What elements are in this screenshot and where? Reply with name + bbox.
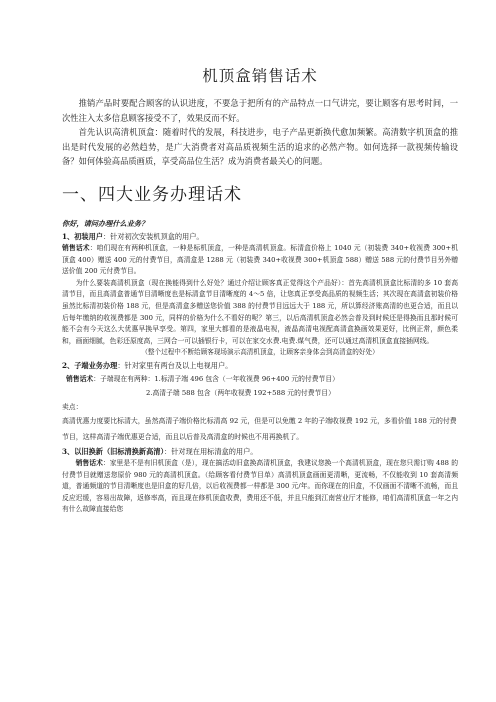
- item2-option-2: 2.高清子端 588 包含（两年收视费 192+588 元的付费节目）: [146, 388, 335, 397]
- item1-script-text: ：咱们现在有两种机顶盒，一种是标机顶盒，一种是高清机顶盒。标清盒价格上 1040 元（初装费 340+收视费 300+机顶盒 400）赠送 400 元的付费节目，高清盒是 1288 元（初装费 340+收视费 300+机顶盒 588）赠送 588 元的付费节目另外赠送价值 200 元付费节目。: [62, 243, 459, 276]
- item2-heading-desc: ：针对家里有两台及以上电视用户。: [117, 360, 233, 370]
- item2-heading: [62, 359, 458, 372]
- item2-script-text: ：子端现在有两种：1.标清子端 496 包含（一年收视费 96+400 元的付费节目）: [93, 374, 339, 383]
- item2-selling-label: 卖点：: [62, 402, 83, 411]
- lead-question: 你好，请问办理什么业务？: [62, 218, 149, 228]
- item1-heading-desc: ：针对初次安装机顶盒的用户。: [102, 231, 204, 241]
- item1-note: （整个过程中不断给顾客现场演示高清机顶盒，让顾客亲身体会到高清盒的好处）: [141, 348, 379, 357]
- item1-script-label: 销售话术: [62, 243, 90, 252]
- item2-script-label: 销售话术: [66, 374, 94, 383]
- item3-heading: [62, 445, 458, 458]
- item1-heading-number: 1、初装用户: [62, 231, 103, 241]
- item3-script: [62, 458, 458, 516]
- item3-script-text: ：家里是不是有旧机顶盒（是），现在搞活动旧盒换高清机顶盒，我建议您换一个高清机顶盒，现在您只需订购 488 的付费节目就赠送您原价 980 元的高清机顶盒。（给顾客看付费节目单）高清机顶盒画面更清晰，更流畅，不仅能收到 10 套高清频道，普通频道的节目清晰度也是旧盒的好几倍，以后收视费都一样都是 300 元/年。而你现在的旧盒，不仅画面不清晰不流畅，而且反应迟缓，容易出故障，返修率高，而且现在修机顶盒收费，费用还不低，并且只能到江南营业厅才能修，咱们高清机顶盒一年之内有什么故障直接给您: [62, 459, 458, 514]
- item1-heading: [62, 230, 458, 243]
- item2-heading-number: 2、子端业务办理: [62, 360, 118, 370]
- item1-script: [62, 243, 458, 278]
- item3-heading-desc: ：针对现在用标清盒的用户。: [164, 447, 258, 457]
- item3-heading-number: 3、以旧换新（旧标清换新高清）: [62, 447, 165, 457]
- intro-paragraph-2: 首先认识高清机顶盒：随着时代的发展，科技进步，电子产品更新换代愈加频繁。高清数字机顶盒的推出是时代发展的必然趋势，是广大消费者对高品质视频生活的追求的必然产物。如何选择一款视频传输设备？如何体验高品质画质，享受高品位生活？成为消费者最关心的问题。: [62, 127, 458, 167]
- item3-script-label: 销售话术: [75, 459, 103, 468]
- document-title: 机顶盒销售话术: [202, 67, 318, 85]
- item2-script: [62, 372, 458, 386]
- item2-selling-text: 高清优惠力度要比标清大，虽然高清子端价格比标清高 92 元，但是可以免缴 2 年的子端收视费 192 元，多看价值 188 元的付费节目，这样高清子端优惠更合适，而且以后普及高清盒的时候也不用再换机了。: [62, 416, 457, 441]
- intro-paragraph-1: 推销产品时要配合顾客的认识进度，不要急于把所有的产品特点一口气讲完，要让顾客有思考时间，一次性注入太多信息顾客接受不了，效果反而不好。: [62, 98, 458, 123]
- section-title: 一、四大业务办理话术: [62, 184, 242, 205]
- item1-detail: 为什么要装高清机顶盒（现在换能得到什么好处？通过介绍让顾客真正觉得这个产品好）：首先高清机顶盒比标清的多 10 套高清节目，而且高清盒普通节目清晰度也是标清盒节目清晰度的 4～5 倍，让您真正享受高品质的视频生活；其次现在高清盒初装价格虽然比标清初装价格 188 元，但是高清盒多赠送您价值 388 的付费节目远远大于 188 元，所以算经济账高清的也更合适，而且以后每年缴纳的收视费都是 300 元，同样的价格为什么不看好的呢？第三，以后高清机顶盒必然会普及到时候还是得换而且那时候可能不会有今天这么大优惠早换早享受。第四，家里大都看的是液晶电视，液晶高清电视配高清盒换画效果更好，比例正常，颜色柔和，画面细腻，色彩还原度高，三网合一可以插银行卡，可以在家交水费.电费.煤气费，还可以通过高清机顶盒直接插网线。: [62, 278, 458, 345]
